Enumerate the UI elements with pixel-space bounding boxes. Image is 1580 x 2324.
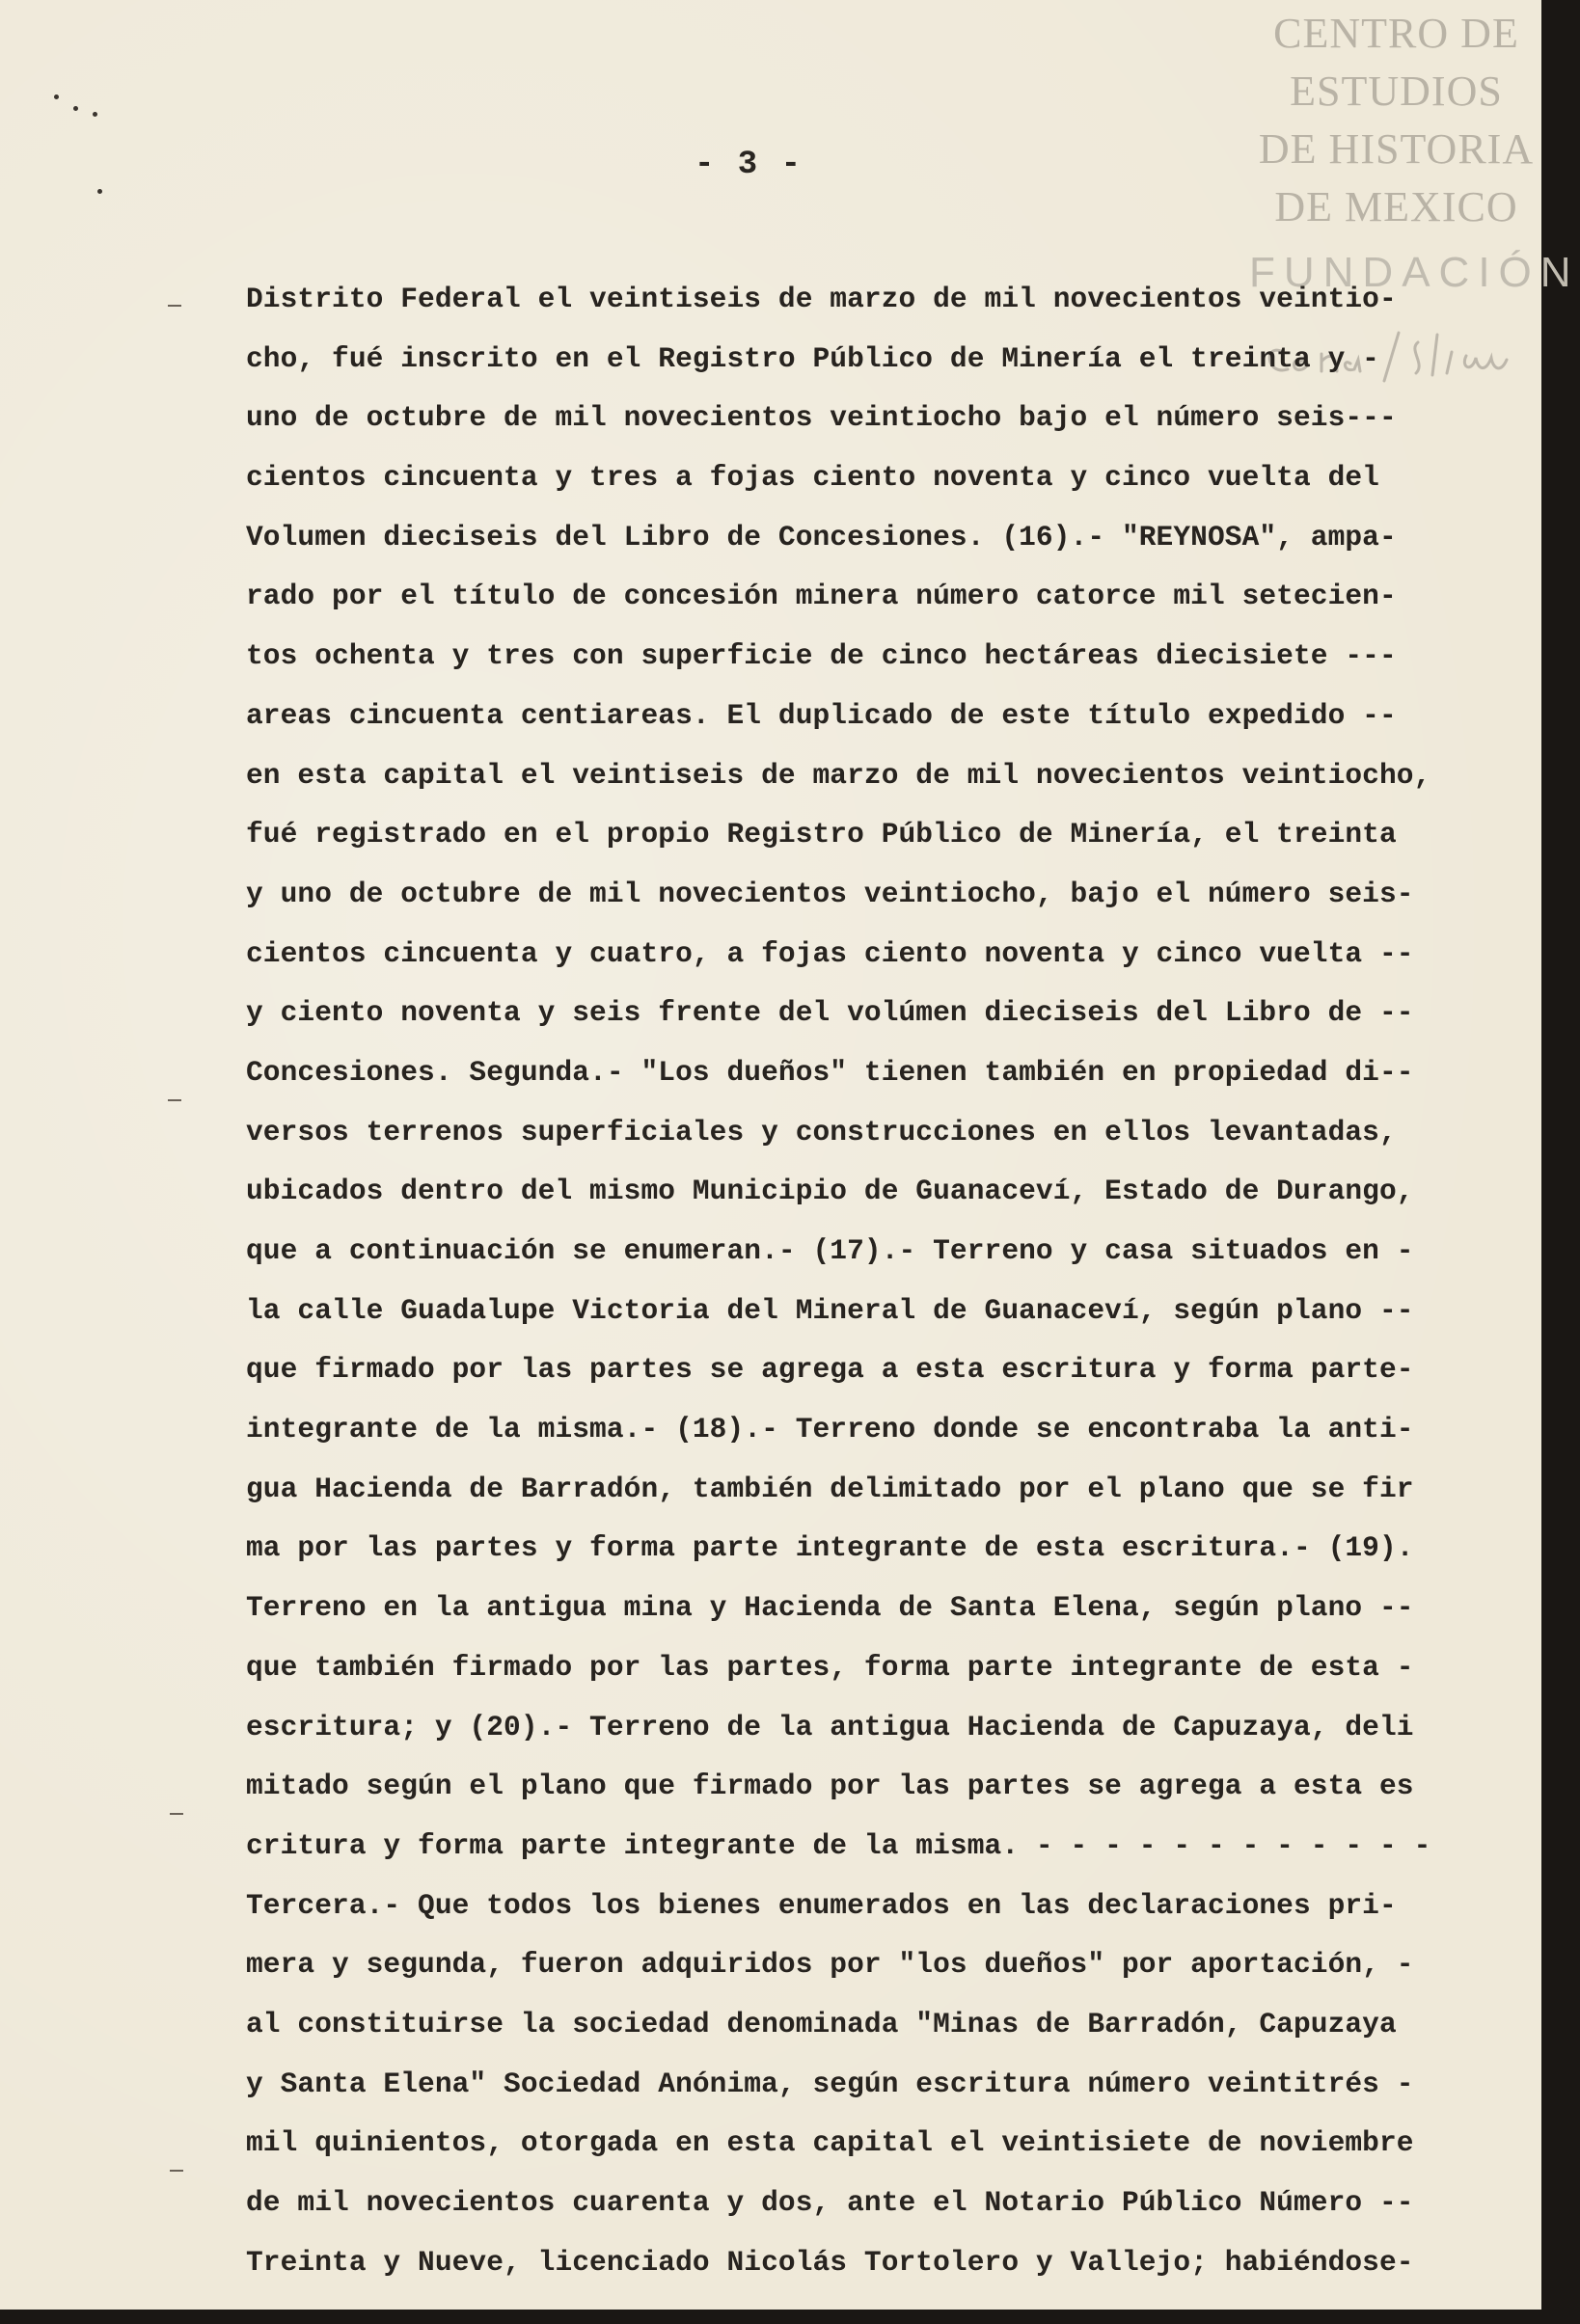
margin-mark	[170, 2170, 183, 2172]
text-line: mera y segunda, fueron adquiridos por "los dueños" por aportación, -	[246, 1948, 1414, 1982]
text-line: escritura; y (20).- Terreno de la antigua Hacienda de Capuzaya, deli	[246, 1710, 1414, 1743]
text-line: la calle Guadalupe Victoria del Mineral de Guanaceví, según plano --	[246, 1293, 1414, 1327]
watermark-line: DE HISTORIA	[1258, 125, 1535, 173]
text-line: fué registrado en el propio Registro Público de Minería, el treinta	[246, 818, 1397, 851]
watermark-foundation: FUNDACIÓN	[1249, 249, 1580, 296]
text-line: Distrito Federal el veintiseis de marzo de mil novecientos veintio-	[246, 283, 1397, 315]
text-line: en esta capital el veintiseis de marzo de mil novecientos veintiocho,	[246, 758, 1431, 792]
text-line: Concesiones. Segunda.- "Los dueños" tienen también en propiedad di--	[246, 1055, 1414, 1089]
text-line: y ciento noventa y seis frente del volúmen dieciseis del Libro de --	[246, 996, 1414, 1030]
speck	[73, 106, 78, 111]
text-line: gua Hacienda de Barradón, también delimitado por el plano que se fir	[246, 1472, 1414, 1505]
text-line: Terreno en la antigua mina y Hacienda de Santa Elena, según plano --	[246, 1591, 1414, 1625]
text-line: Treinta y Nueve, licenciado Nicolás Tortolero y Vallejo; habiéndose-	[246, 2245, 1414, 2279]
text-line: critura y forma parte integrante de la misma. - - - - - - - - - - - -	[246, 1828, 1431, 1862]
margin-mark	[170, 1813, 183, 1815]
text-line: que también firmado por las partes, forma parte integrante de esta -	[246, 1650, 1414, 1684]
text-line: mil quinientos, otorgada en esta capital el veintisiete de noviembre	[246, 2126, 1414, 2160]
text-line: uno de octubre de mil novecientos veintiocho bajo el número seis---	[246, 401, 1397, 435]
speck	[97, 189, 102, 194]
text-line: Volumen dieciseis del Libro de Concesiones. (16).- "REYNOSA", ampa-	[246, 520, 1397, 554]
archive-watermark	[1239, 5, 1553, 236]
text-line: ma por las partes y forma parte integrante de esta escritura.- (19).	[246, 1531, 1414, 1565]
text-line: rado por el título de concesión minera número catorce mil setecien-	[246, 580, 1397, 613]
text-line: Tercera.- Que todos los bienes enumerados en las declaraciones pri-	[246, 1888, 1397, 1922]
text-line: y Santa Elena" Sociedad Anónima, según escritura número veintitrés -	[246, 2067, 1414, 2100]
speck	[54, 95, 59, 99]
typewritten-text	[246, 270, 1481, 2292]
text-line: areas cincuenta centiareas. El duplicado de este título expedido --	[246, 698, 1397, 732]
text-line: que firmado por las partes se agrega a esta escritura y forma parte-	[246, 1353, 1414, 1387]
text-line: y uno de octubre de mil novecientos veintiocho, bajo el número seis-	[246, 877, 1414, 910]
margin-mark	[168, 305, 181, 307]
text-line: de mil novecientos cuarenta y dos, ante el Notario Público Número --	[246, 2186, 1414, 2219]
text-line: integrante de la misma.- (18).- Terreno donde se encontraba la anti-	[246, 1413, 1414, 1446]
text-line: cho, fué inscrito en el Registro Público de Minería el treinta y -	[246, 341, 1379, 375]
text-line: cientos cincuenta y cuatro, a fojas ciento noventa y cinco vuelta --	[246, 936, 1414, 970]
watermark-line: ESTUDIOS	[1290, 68, 1503, 115]
text-line: cientos cincuenta y tres a fojas ciento noventa y cinco vuelta del	[246, 461, 1379, 495]
text-line: mitado según el plano que firmado por las partes se agrega a esta es	[246, 1770, 1414, 1803]
speck	[93, 112, 97, 117]
margin-mark	[168, 1099, 181, 1101]
text-line: ubicados dentro del mismo Municipio de Guanaceví, Estado de Durango,	[246, 1175, 1414, 1208]
watermark-line: DE MEXICO	[1274, 183, 1518, 230]
text-line: que a continuación se enumeran.- (17).- Terreno y casa situados en -	[246, 1234, 1414, 1267]
text-line: versos terrenos superficiales y construcciones en ellos levantadas,	[246, 1115, 1397, 1148]
text-line: al constituirse la sociedad denominada "Minas de Barradón, Capuzaya	[246, 2007, 1397, 2040]
watermark-line: CENTRO DE	[1273, 10, 1519, 57]
page-number: - 3 -	[695, 147, 804, 183]
text-line: tos ochenta y tres con superficie de cinco hectáreas diecisiete ---	[246, 639, 1397, 673]
